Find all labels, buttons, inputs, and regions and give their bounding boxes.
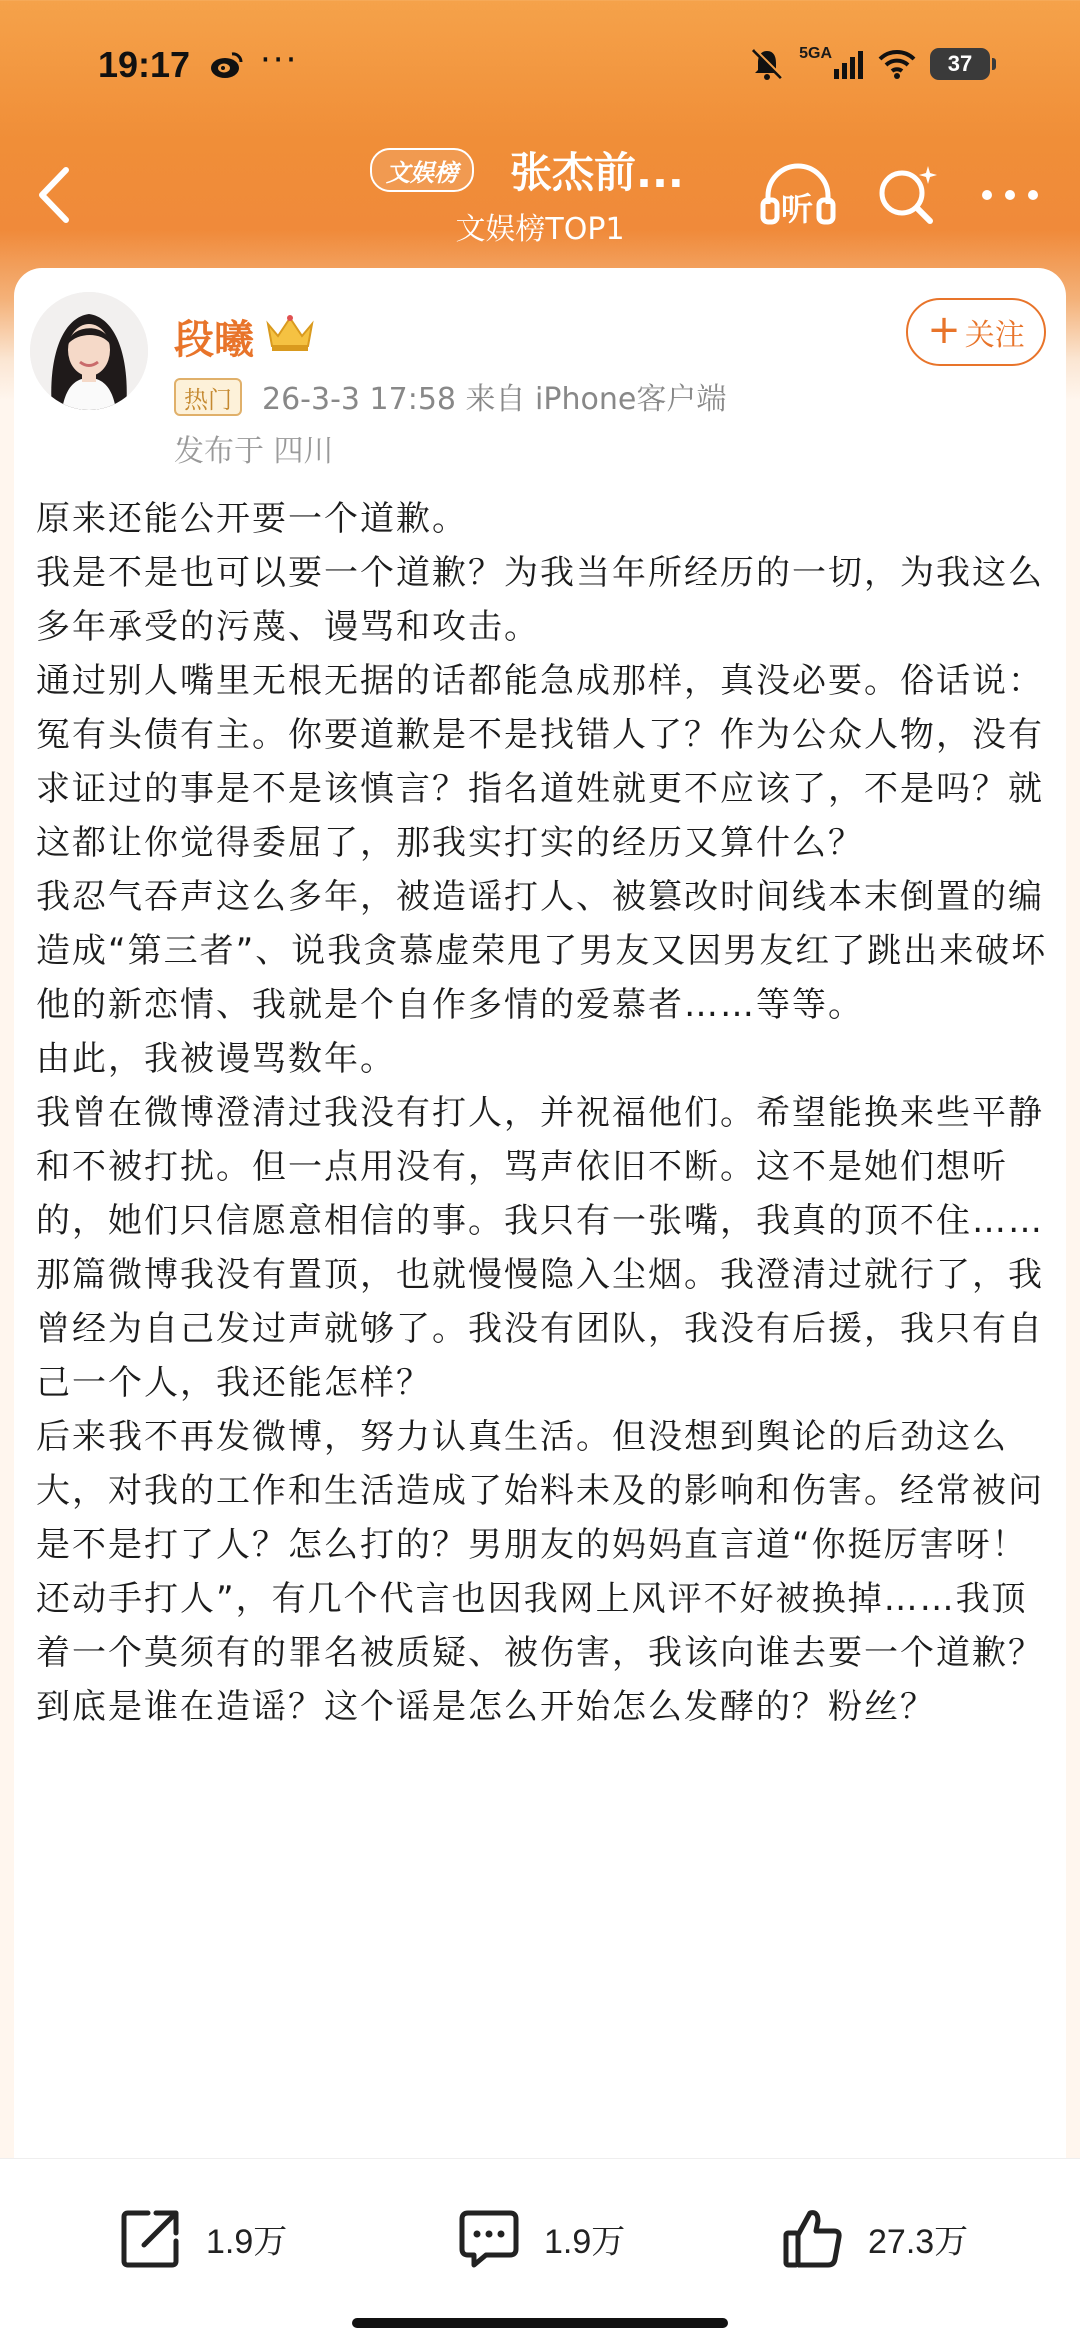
share-icon	[118, 2205, 184, 2271]
status-more-dots: ···	[260, 40, 299, 80]
post-paragraph: 那篇微博我没有置顶，也就慢慢隐入尘烟。我澄清过就行了，我曾经为自己发过声就够了。我没有团队，我没有后援，我只有自己一个人，我还能怎样？	[36, 1255, 1044, 1403]
post-paragraph: 后来我不再发微博，努力认真生活。但没想到舆论的后劲这么大，对我的工作和生活造成了始料未及的影响和伤害。经常被问是不是打了人？怎么打的？男朋友的妈妈直言道“你挺厉害呀！还动手打人”，有几个代言也因我网上风评不好被换掉……我顶着一个莫须有的罪名被质疑、被伤害，我该向谁去要一个道歉？	[36, 1417, 1044, 1673]
author-name[interactable]: 段曦	[174, 317, 254, 363]
post-paragraph: 由此，我被谩骂数年。	[36, 1039, 396, 1079]
topic-title[interactable]: 张杰前...	[510, 148, 684, 197]
follow-button[interactable]	[906, 298, 1046, 366]
wifi-icon	[878, 49, 916, 79]
network-type: 5GA	[799, 49, 864, 79]
comment-icon	[456, 2205, 522, 2271]
like-button[interactable]	[780, 2203, 968, 2273]
post-card	[14, 268, 1066, 2158]
post-location: 发布于 四川	[174, 434, 334, 469]
topic-subtitle: 文娱榜TOP1	[455, 212, 625, 247]
more-icon[interactable]	[975, 175, 1045, 215]
post-paragraph: 到底是谁在造谣？这个谣是怎么开始怎么发酵的？粉丝？	[36, 1687, 936, 1727]
post-body	[36, 492, 1052, 1734]
repost-button[interactable]	[118, 2203, 287, 2273]
like-count: 27.3万	[868, 2222, 969, 2261]
post-paragraph: 通过别人嘴里无根无据的话都能急成那样，真没必要。俗话说：冤有头债有主。你要道歉是不是找错人了？作为公众人物，没有求证过的事是不是该慎言？指名道姓就更不应该了，不是吗？就这都让你觉得委屈了，那我实打实的经历又算什么？	[36, 661, 1044, 863]
signal-icon	[834, 49, 864, 79]
avatar[interactable]	[30, 292, 148, 410]
hot-badge: 热门	[174, 378, 242, 416]
comment-count: 1.9万	[544, 2222, 626, 2261]
crown-icon	[264, 310, 316, 354]
post-meta: 26-3-3 17:58 来自 iPhone客户端	[262, 382, 727, 417]
battery-icon: 37	[930, 48, 990, 80]
mute-icon	[749, 46, 785, 82]
follow-label: 关注	[964, 318, 1025, 353]
weibo-icon	[210, 50, 244, 80]
listen-icon[interactable]	[760, 160, 836, 230]
status-indicators	[749, 44, 990, 84]
post-paragraph: 我忍气吞声这么多年，被造谣打人、被篡改时间线本末倒置的编造成“第三者”、说我贪慕虚荣甩了男友又因男友红了跳出来破坏他的新恋情、我就是个自作多情的爱慕者……等等。	[36, 877, 1048, 1025]
like-icon	[780, 2205, 846, 2271]
post-paragraph: 原来还能公开要一个道歉。	[36, 499, 468, 539]
post-paragraph: 我曾在微博澄清过我没有打人，并祝福他们。希望能换来些平静和不被打扰。但一点用没有，骂声依旧不断。这不是她们想听的，她们只信愿意相信的事。我只有一张嘴，我真的顶不住……	[36, 1093, 1044, 1241]
topic-badge: 文娱榜	[370, 148, 474, 192]
comment-button[interactable]	[456, 2203, 625, 2273]
listen-label: 听	[781, 190, 814, 228]
plus-icon: +	[927, 307, 961, 353]
home-indicator[interactable]	[352, 2318, 728, 2328]
repost-count: 1.9万	[206, 2222, 288, 2261]
post-paragraph: 我是不是也可以要一个道歉？为我当年所经历的一切，为我这么多年承受的污蔑、谩骂和攻击。	[36, 553, 1044, 647]
status-bar	[0, 0, 1080, 140]
search-icon[interactable]	[872, 160, 942, 230]
status-time: 19:17	[98, 44, 191, 85]
